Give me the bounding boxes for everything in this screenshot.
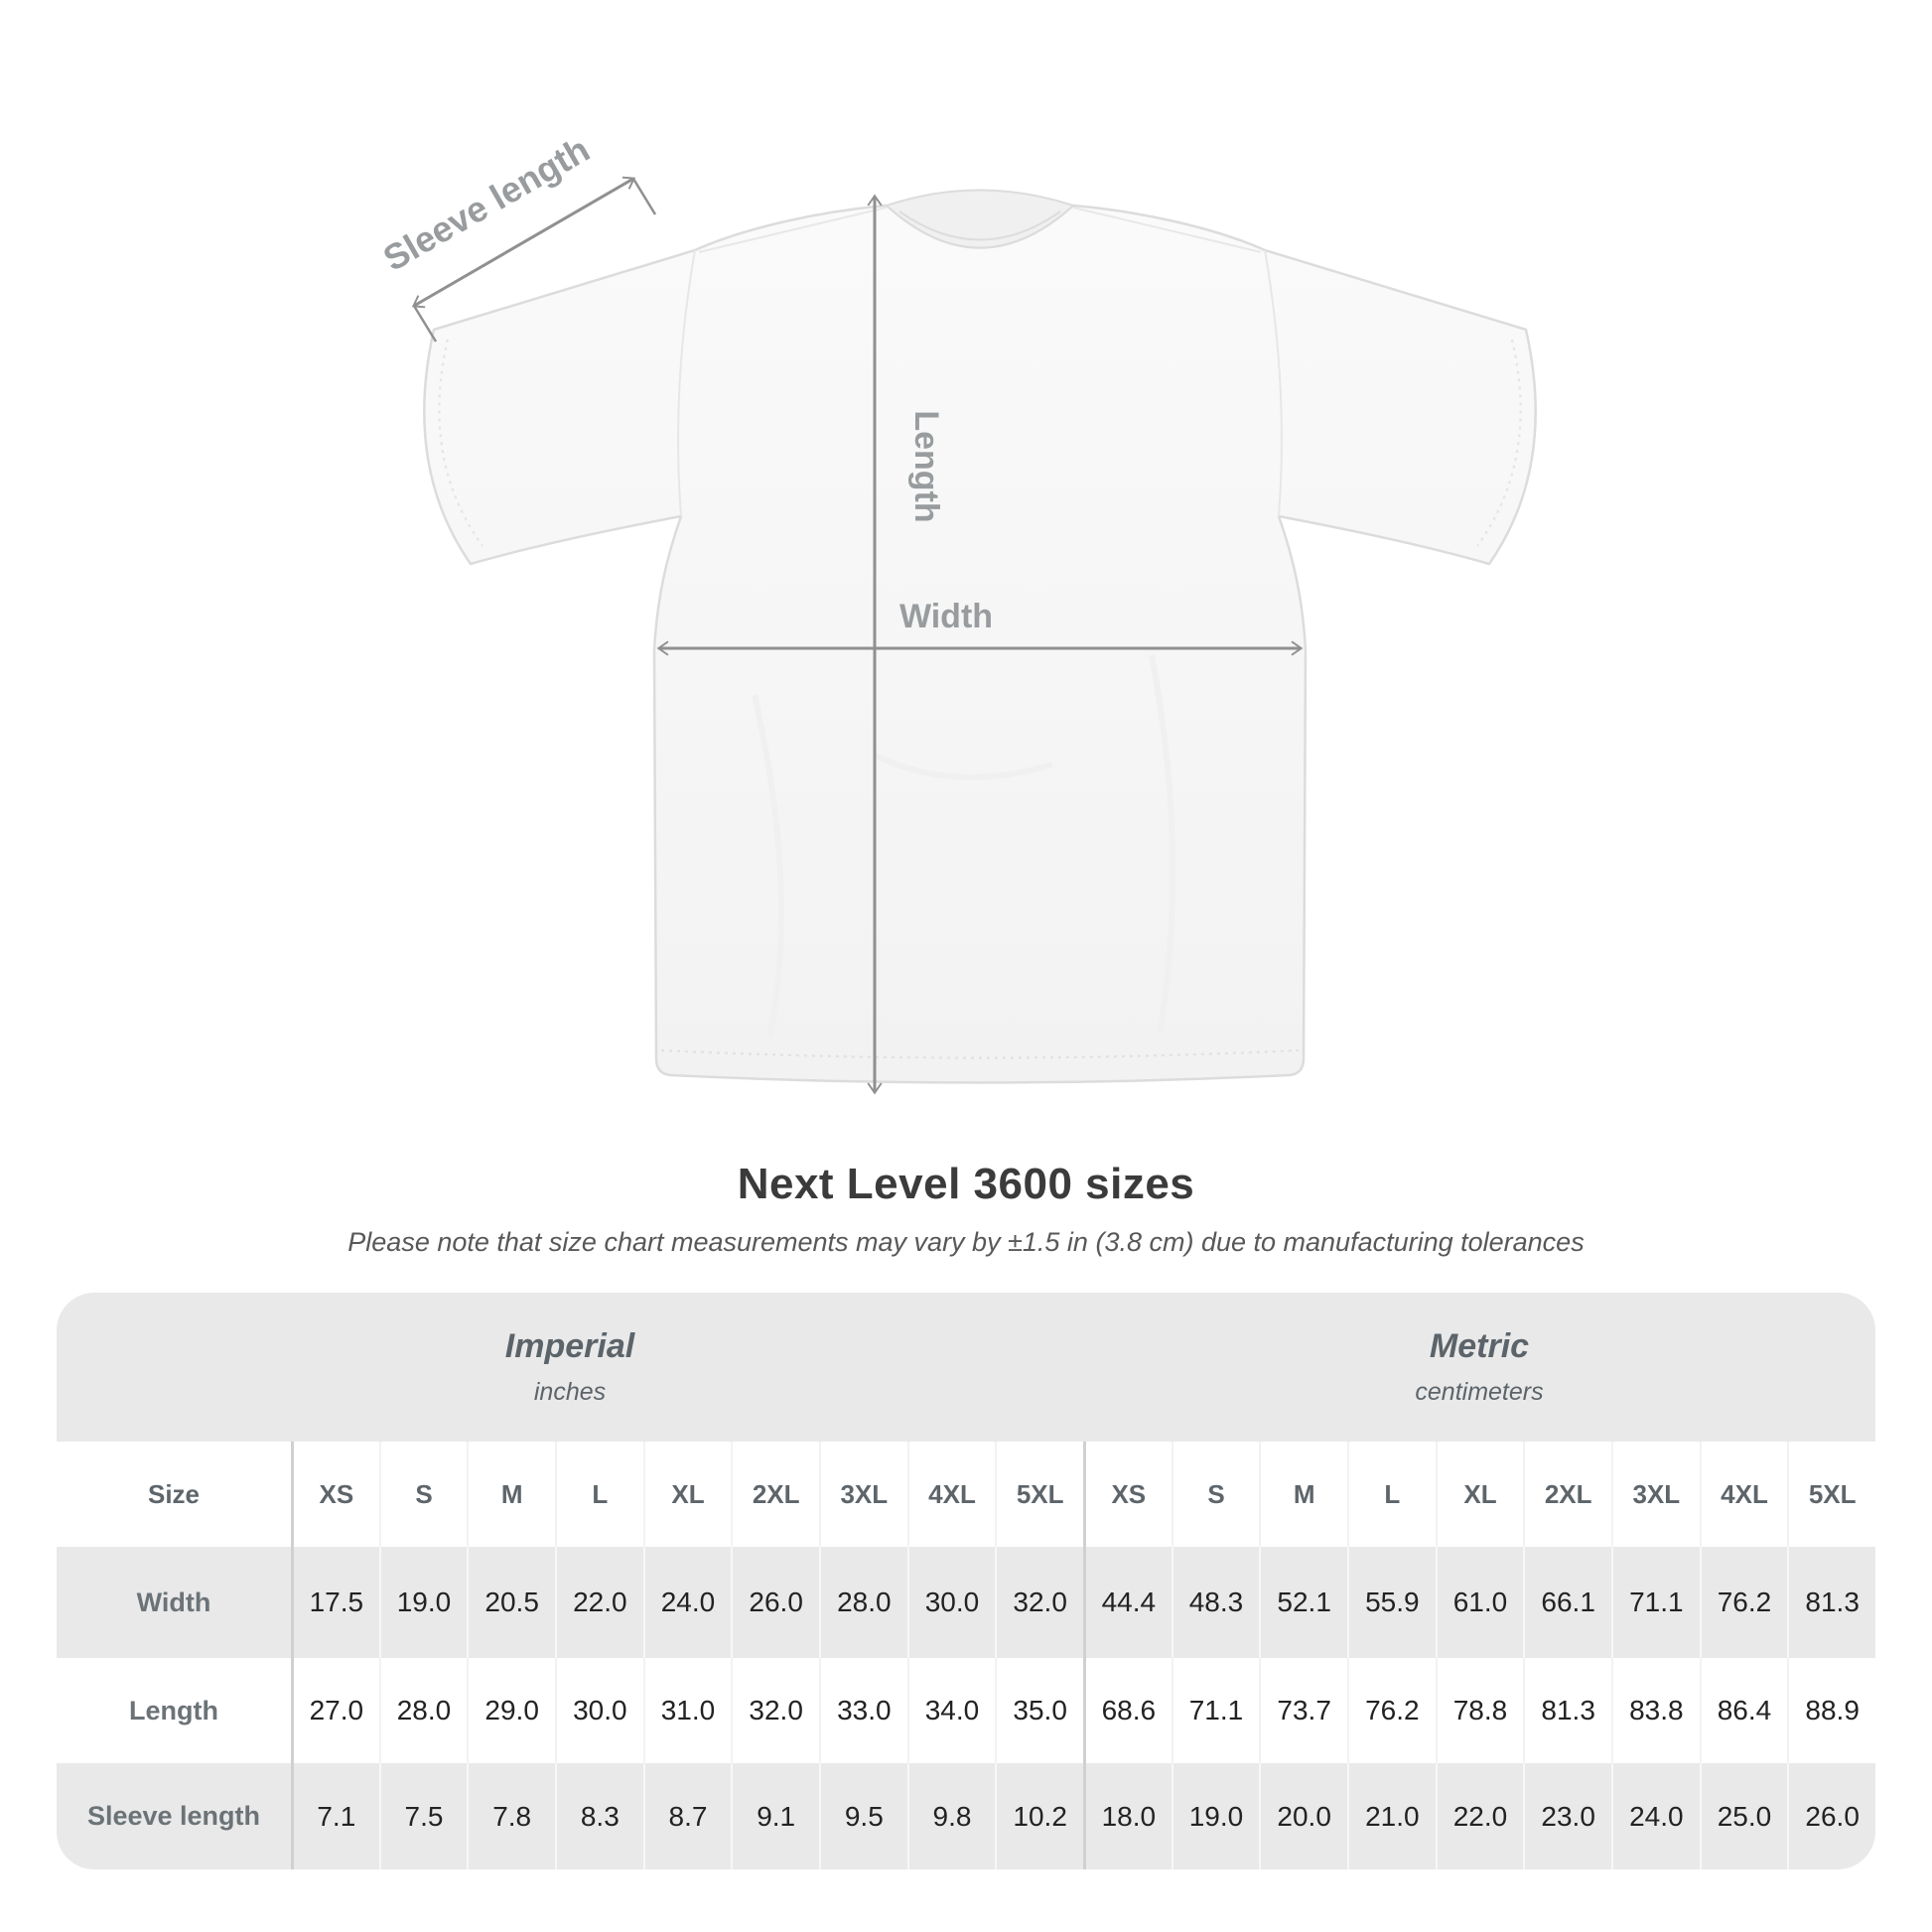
measurement-cell: 73.7: [1259, 1658, 1347, 1763]
size-header-l-metric: L: [1347, 1442, 1436, 1547]
measurement-cell: 27.0: [291, 1658, 379, 1763]
measurement-cell: 71.1: [1611, 1547, 1700, 1658]
measurement-cell: 76.2: [1347, 1658, 1436, 1763]
measurement-cell: 7.1: [291, 1763, 379, 1869]
size-header-xl-imperial: XL: [643, 1442, 732, 1547]
tshirt-image: [424, 191, 1535, 1083]
measurement-cell: 52.1: [1259, 1547, 1347, 1658]
measurement-cell: 26.0: [1787, 1763, 1875, 1869]
measurement-cell: 35.0: [995, 1658, 1083, 1763]
size-header-3xl-metric: 3XL: [1611, 1442, 1700, 1547]
size-header-xs-metric: XS: [1083, 1442, 1172, 1547]
measurement-cell: 21.0: [1347, 1763, 1436, 1869]
measurement-cell: 68.6: [1083, 1658, 1172, 1763]
measurement-cell: 81.3: [1787, 1547, 1875, 1658]
measurement-cell: 24.0: [1611, 1763, 1700, 1869]
measurement-cell: 34.0: [907, 1658, 996, 1763]
measurement-cell: 88.9: [1787, 1658, 1875, 1763]
size-header-s-metric: S: [1172, 1442, 1260, 1547]
measurement-cell: 20.5: [467, 1547, 555, 1658]
size-header-xs-imperial: XS: [291, 1442, 379, 1547]
size-table-panel: [57, 1293, 1875, 1869]
size-header-4xl-metric: 4XL: [1700, 1442, 1788, 1547]
imperial-section-unit: inches: [533, 1378, 607, 1406]
measurement-cell: 32.0: [995, 1547, 1083, 1658]
width-label: Width: [898, 598, 994, 635]
measurement-cell: 9.5: [819, 1763, 907, 1869]
size-header-2xl-metric: 2XL: [1523, 1442, 1611, 1547]
measurement-cell: 22.0: [555, 1547, 643, 1658]
measurement-cell: 8.3: [555, 1763, 643, 1869]
measurement-cell: 22.0: [1436, 1763, 1524, 1869]
measurement-cell: 81.3: [1523, 1658, 1611, 1763]
measurement-cell: 66.1: [1523, 1547, 1611, 1658]
measurement-cell: 18.0: [1083, 1763, 1172, 1869]
measurement-cell: 61.0: [1436, 1547, 1524, 1658]
measurement-cell: 44.4: [1083, 1547, 1172, 1658]
measurement-cell: 19.0: [379, 1547, 468, 1658]
page-subtitle: Please note that size chart measurements may vary by ±1.5 in (3.8 cm) due to manufacturing tolerances: [347, 1227, 1585, 1257]
measurement-cell: 78.8: [1436, 1658, 1524, 1763]
measurement-cell: 30.0: [907, 1547, 996, 1658]
measurement-cell: 29.0: [467, 1658, 555, 1763]
row-label: Length: [57, 1658, 291, 1763]
size-header-2xl-imperial: 2XL: [731, 1442, 819, 1547]
length-label: Length: [907, 410, 945, 523]
measurement-cell: 24.0: [643, 1547, 732, 1658]
imperial-section: [57, 1293, 1083, 1442]
size-header-m-metric: M: [1259, 1442, 1347, 1547]
unit-section-header: [57, 1293, 1875, 1442]
size-column-header: Size: [57, 1442, 291, 1547]
measurement-cell: 26.0: [731, 1547, 819, 1658]
size-header-s-imperial: S: [379, 1442, 468, 1547]
measurement-cell: 32.0: [731, 1658, 819, 1763]
measurement-cell: 83.8: [1611, 1658, 1700, 1763]
measurement-cell: 7.5: [379, 1763, 468, 1869]
measurement-cell: 71.1: [1172, 1658, 1260, 1763]
measurement-cell: 33.0: [819, 1658, 907, 1763]
measurement-cell: 30.0: [555, 1658, 643, 1763]
measurement-cell: 8.7: [643, 1763, 732, 1869]
size-header-4xl-imperial: 4XL: [907, 1442, 996, 1547]
measurement-cell: 31.0: [643, 1658, 732, 1763]
measurement-cell: 17.5: [291, 1547, 379, 1658]
size-header-m-imperial: M: [467, 1442, 555, 1547]
size-header-xl-metric: XL: [1436, 1442, 1524, 1547]
measurement-cell: 10.2: [995, 1763, 1083, 1869]
size-table: [57, 1442, 1875, 1869]
sleeve-length-label: Sleeve length: [376, 128, 597, 279]
measurement-cell: 19.0: [1172, 1763, 1260, 1869]
row-label: Sleeve length: [86, 1801, 261, 1831]
measurement-cell: 9.1: [731, 1763, 819, 1869]
measurement-cell: 76.2: [1700, 1547, 1788, 1658]
metric-section-title: Metric: [1429, 1327, 1530, 1365]
measurement-cell: 7.8: [467, 1763, 555, 1869]
imperial-section-title: Imperial: [504, 1327, 635, 1365]
size-header-l-imperial: L: [555, 1442, 643, 1547]
measurement-cell: 28.0: [379, 1658, 468, 1763]
size-header-5xl-metric: 5XL: [1787, 1442, 1875, 1547]
measurement-cell: 55.9: [1347, 1547, 1436, 1658]
size-header-3xl-imperial: 3XL: [819, 1442, 907, 1547]
measurement-cell: 28.0: [819, 1547, 907, 1658]
measurement-cell: 23.0: [1523, 1763, 1611, 1869]
measurement-cell: 9.8: [907, 1763, 996, 1869]
metric-section: [1083, 1293, 1875, 1442]
row-label: Width: [136, 1587, 211, 1617]
page-title: Next Level 3600 sizes: [737, 1160, 1195, 1208]
measurement-cell: 48.3: [1172, 1547, 1260, 1658]
measurement-cell: 20.0: [1259, 1763, 1347, 1869]
size-header-5xl-imperial: 5XL: [995, 1442, 1083, 1547]
metric-section-unit: centimeters: [1415, 1378, 1544, 1406]
measurement-cell: 86.4: [1700, 1658, 1788, 1763]
measurement-cell: 25.0: [1700, 1763, 1788, 1869]
